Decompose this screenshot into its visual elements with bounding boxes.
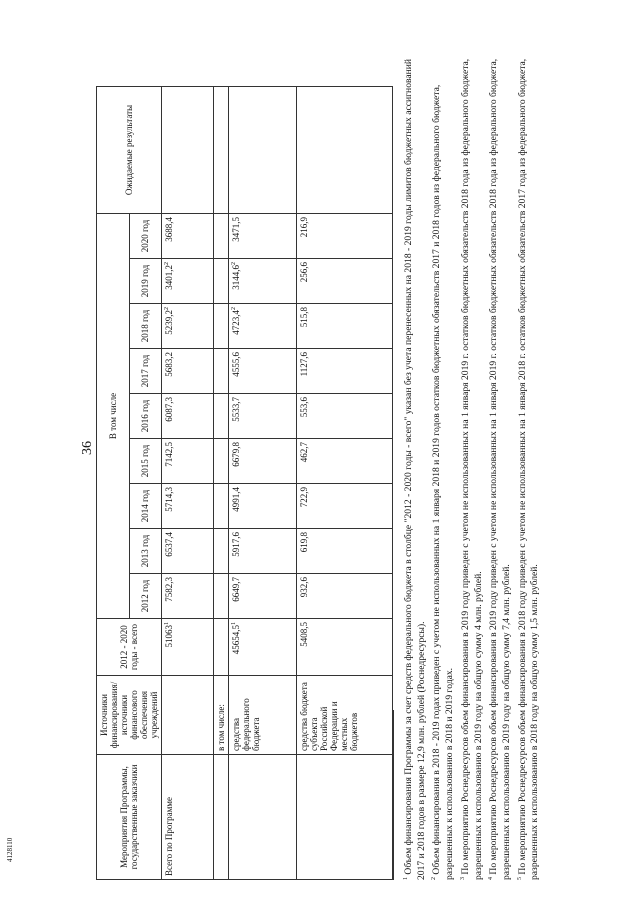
header-year: 2019 год: [129, 259, 162, 304]
cell-year-value: 722,9: [297, 484, 393, 529]
cell-year-value: [214, 574, 229, 619]
cell-year-value: 7142,5: [162, 439, 214, 484]
cell-year-value: [214, 439, 229, 484]
cell-results: [214, 87, 229, 214]
cell-results: [297, 87, 393, 214]
footnote-text: По мероприятию Роснедресурсов объем финансирования в 2018 году приведен с учетом не использованных на 1 января 2018 г. остатков бюджетных обязательств 2017 года из федерального бюджета, разрешенных к использованию в 2018 году на общую сумму 1,5 млн. рублей.: [516, 58, 541, 880]
footnote-mark: 2: [164, 307, 170, 310]
header-total: 2012 - 2020 годы - всего: [97, 619, 162, 676]
header-source: Источники финансирования/ источники финансового обеспечения учреждений: [97, 676, 162, 755]
cell-year-value: [214, 394, 229, 439]
footnote-text: По мероприятию Роснедресурсов объем финансирования в 2019 году приведен с учетом не использованных на 1 января 2019 г. остатков бюджетных обязательств 2018 года из федерального бюджета, разрешенных к использованию в 2019 году на общую сумму 7,4 млн. рублей.: [488, 58, 512, 880]
header-year: 2017 год: [129, 349, 162, 394]
footnote-divider: [393, 710, 394, 880]
cell-year-value: 5239,2$^2$: [162, 304, 214, 349]
header-year: 2013 год: [129, 529, 162, 574]
table-body: [162, 87, 393, 880]
footnote-mark: 2: [431, 877, 438, 880]
header-year: 2012 год: [129, 574, 162, 619]
cell-total: 5408,5: [297, 619, 393, 676]
cell-year-value: 932,6: [297, 574, 393, 619]
footnote: [457, 40, 485, 880]
cell-year-value: 5917,6: [229, 529, 297, 574]
cell-year-value: 5533,7: [229, 394, 297, 439]
footnote-mark: 1: [231, 622, 237, 625]
cell-year-value: 6679,8: [229, 439, 297, 484]
table-row: [162, 87, 214, 880]
cell-activity: [229, 755, 297, 880]
footnote-mark: 4: [488, 877, 495, 880]
cell-year-value: [214, 214, 229, 259]
cell-total: 51063$^1$: [162, 619, 214, 676]
cell-year-value: 3401,2$^2$: [162, 259, 214, 304]
financing-table: [96, 86, 393, 880]
footnote: [428, 40, 456, 880]
cell-total: 45654,5$^1$: [229, 619, 297, 676]
cell-year-value: 5683,2: [162, 349, 214, 394]
footnote-text: По мероприятию Роснедресурсов объем финансирования в 2019 году приведен с учетом не использованных на 1 января 2019 г. остатков бюджетных обязательств 2018 года из федерального бюджета, разрешенных к использованию в 2019 году на общую сумму 4 млн. рублей.: [459, 58, 484, 880]
footnote-text: Объем финансирования в 2018 - 2019 годах приведен с учетом не использованных на 1 января 2018 и 2019 годов остатков бюджетных обязательств 2017 и 2018 годов из федерального бюджета, разрешенных к использованию в 2018 и 2019 годах.: [431, 84, 456, 880]
table-row: [229, 87, 297, 880]
header-year: 2015 год: [129, 439, 162, 484]
cell-results: [162, 87, 214, 214]
footnote-mark: 2: [164, 262, 170, 265]
table-row: [297, 87, 393, 880]
footnote-mark: 2: [231, 307, 237, 310]
footnote-mark: 3: [459, 877, 466, 880]
cell-year-value: 3144,6$^2$: [229, 259, 297, 304]
cell-year-value: 6649,7: [229, 574, 297, 619]
cell-year-value: 462,7: [297, 439, 393, 484]
cell-year-value: 619,8: [297, 529, 393, 574]
header-year: 2014 год: [129, 484, 162, 529]
footnote-mark: 5: [516, 877, 523, 880]
cell-total: [214, 619, 229, 676]
cell-activity: [297, 755, 393, 880]
cell-results: [229, 87, 297, 214]
cell-year-value: 4991,4: [229, 484, 297, 529]
cell-year-value: [214, 529, 229, 574]
cell-year-value: [214, 349, 229, 394]
cell-year-value: [214, 304, 229, 349]
cell-source: средства федерального бюджета: [229, 676, 297, 755]
footnote-text: Объем финансирования Программы за счет средств федерального бюджета в столбце "2012 - 2020 годы - всего" указан без учета перенесенных на 2018 - 2019 годы лимитов бюджетных ассигнований 2017 и 2018 годов в размере 12,9 млн. рублей (Роснедресурсы).: [403, 58, 427, 880]
cell-year-value: 6087,3: [162, 394, 214, 439]
cell-year-value: 4723,4$^2$: [229, 304, 297, 349]
header-in-that: В том числе: [97, 214, 130, 619]
footnote: [514, 40, 542, 880]
cell-year-value: 3471,5: [229, 214, 297, 259]
header-year: 2016 год: [129, 394, 162, 439]
footnote: [485, 40, 513, 880]
cell-activity: Всего по Программе: [162, 755, 214, 880]
footnotes: [400, 40, 542, 880]
cell-source: в том числе:: [214, 676, 229, 755]
rotated-sheet: [68, 20, 628, 880]
header-activity: Мероприятия Программы, государственные заказчики: [97, 755, 162, 880]
footnote-mark: 1: [164, 622, 170, 625]
header-results: Ожидаемые результаты: [97, 87, 162, 214]
cell-year-value: 3688,4: [162, 214, 214, 259]
cell-year-value: 1127,6: [297, 349, 393, 394]
cell-year-value: [214, 259, 229, 304]
cell-year-value: [214, 484, 229, 529]
cell-year-value: 6537,4: [162, 529, 214, 574]
cell-year-value: 4555,6: [229, 349, 297, 394]
cell-year-value: 515,8: [297, 304, 393, 349]
footnote-mark: 1: [403, 877, 409, 880]
cell-source: [162, 676, 214, 755]
cell-year-value: 7582,3: [162, 574, 214, 619]
cell-year-value: 5714,3: [162, 484, 214, 529]
cell-source: средства бюджета субъекта Российской Федерации и местных бюджетов: [297, 676, 393, 755]
cell-year-value: 256,6: [297, 259, 393, 304]
document-stamp: 4128110: [6, 837, 14, 862]
page-number: 36: [80, 441, 95, 455]
header-year: 2018 год: [129, 304, 162, 349]
footnote-mark: 2: [231, 262, 237, 265]
header-year: 2020 год: [129, 214, 162, 259]
cell-year-value: 216,9: [297, 214, 393, 259]
footnote: [400, 40, 428, 880]
table-row: [214, 87, 229, 880]
cell-activity: [214, 755, 229, 880]
cell-year-value: 553,6: [297, 394, 393, 439]
